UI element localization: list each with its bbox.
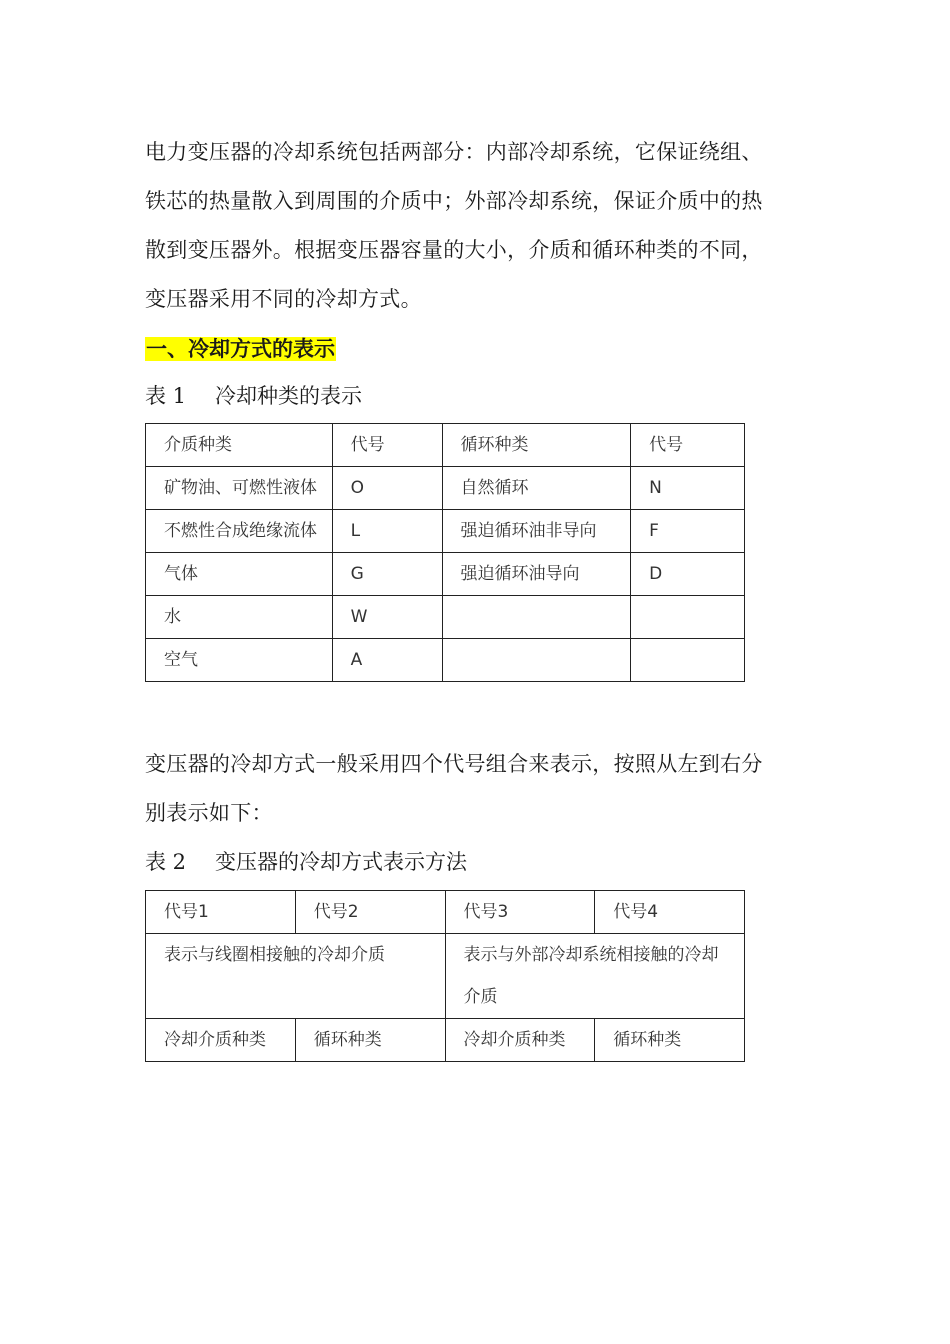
code-cell: 代号3 [445, 891, 595, 934]
table2-caption [145, 838, 795, 886]
table1-caption-title: 冷却种类的表示 [215, 384, 362, 408]
table-cell: N [631, 467, 745, 510]
cooling-method-table [145, 890, 745, 1062]
table-cell [631, 596, 745, 639]
table-cell: 强迫循环油导向 [442, 553, 631, 596]
table-row [146, 1019, 745, 1062]
table-header-row [146, 891, 745, 934]
cooling-type-table [145, 423, 745, 682]
intro-line: 电力变压器的冷却系统包括两部分：内部冷却系统，它保证绕组、 [145, 140, 763, 164]
intro-line: 变压器采用不同的冷却方式。 [145, 287, 422, 311]
code-cell: 代号1 [146, 891, 296, 934]
table2-caption-number: 表 2 [145, 850, 187, 874]
intro-paragraph [145, 128, 795, 324]
table-row [146, 639, 745, 682]
document-page [145, 128, 795, 1062]
table-header-row [146, 424, 745, 467]
table-row [146, 510, 745, 553]
table-row [146, 596, 745, 639]
table1-caption [145, 372, 795, 420]
table-row [146, 553, 745, 596]
table-header-cell: 介质种类 [146, 424, 333, 467]
group-cell: 表示与线圈相接触的冷却介质 [146, 934, 446, 1019]
sub-cell: 冷却介质种类 [445, 1019, 595, 1062]
sub-cell: 冷却介质种类 [146, 1019, 296, 1062]
table-row [146, 934, 745, 1019]
section-heading-text: 一、冷却方式的表示 [146, 337, 335, 361]
table-cell: L [332, 510, 442, 553]
table-cell: 强迫循环油非导向 [442, 510, 631, 553]
table-cell: 空气 [146, 639, 333, 682]
table-cell: W [332, 596, 442, 639]
table-cell [442, 639, 631, 682]
sub-cell: 循环种类 [595, 1019, 745, 1062]
table-header-cell: 代号 [631, 424, 745, 467]
table-cell: 水 [146, 596, 333, 639]
code-cell: 代号4 [595, 891, 745, 934]
table-cell: F [631, 510, 745, 553]
table-cell: 矿物油、可燃性液体 [146, 467, 333, 510]
table-cell: 气体 [146, 553, 333, 596]
table-cell: D [631, 553, 745, 596]
table-cell: O [332, 467, 442, 510]
code-cell: 代号2 [295, 891, 445, 934]
table2-caption-title: 变压器的冷却方式表示方法 [215, 850, 467, 874]
section-heading [145, 326, 795, 372]
middle-line: 别表示如下： [145, 801, 273, 825]
middle-line: 变压器的冷却方式一般采用四个代号组合来表示，按照从左到右分 [145, 752, 763, 776]
table-header-cell: 代号 [332, 424, 442, 467]
intro-line: 铁芯的热量散入到周围的介质中；外部冷却系统，保证介质中的热 [145, 189, 763, 213]
table-cell: 自然循环 [442, 467, 631, 510]
group-cell: 表示与外部冷却系统相接触的冷却介质 [445, 934, 745, 1019]
table1-caption-number: 表 1 [145, 384, 187, 408]
table-cell: A [332, 639, 442, 682]
table-cell [442, 596, 631, 639]
middle-paragraph [145, 740, 795, 838]
sub-cell: 循环种类 [295, 1019, 445, 1062]
table-header-cell: 循环种类 [442, 424, 631, 467]
spacer [145, 682, 795, 740]
intro-line: 散到变压器外。根据变压器容量的大小，介质和循环种类的不同， [145, 238, 763, 262]
table-cell [631, 639, 745, 682]
table-cell: 不燃性合成绝缘流体 [146, 510, 333, 553]
table-row [146, 467, 745, 510]
table-cell: G [332, 553, 442, 596]
